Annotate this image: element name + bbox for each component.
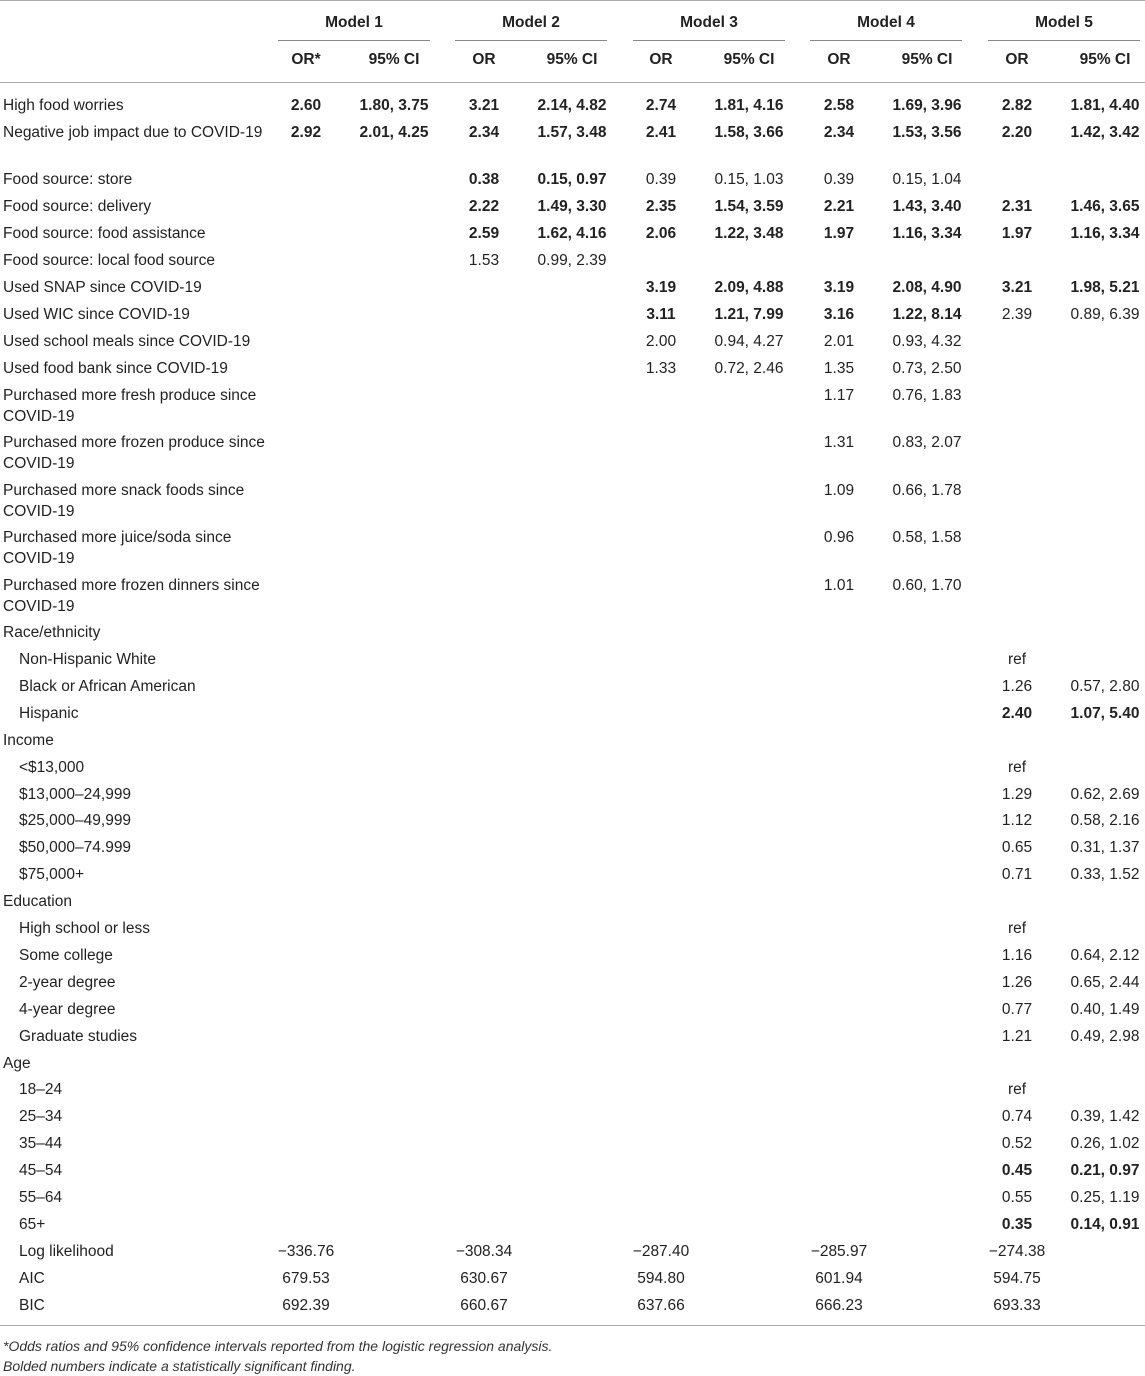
model-5-header: Model 5 — [1035, 14, 1093, 31]
cell-model-4-or: 1.97 — [823, 225, 855, 243]
row-label: Negative job impact due to COVID-19 — [3, 123, 263, 141]
cell-model-5-or: 594.75 — [993, 1269, 1041, 1287]
cell-model-3-ci: 0.94, 4.27 — [714, 332, 784, 350]
row-label: 35–44 — [19, 1135, 63, 1153]
row-label: Race/ethnicity — [3, 624, 101, 642]
cell-model-5-or: ref — [1007, 1081, 1027, 1099]
cell-model-5-or: 1.97 — [1001, 225, 1033, 243]
cell-model-5-or: 0.52 — [1001, 1135, 1033, 1153]
row-label: Used WIC since COVID-19 — [3, 305, 190, 323]
row-label: $50,000–74.999 — [19, 839, 132, 857]
cell-model-3-or: 2.00 — [645, 332, 677, 350]
cell-model-4-or: 2.34 — [823, 123, 855, 141]
cell-model-3-ci: 1.22, 3.48 — [714, 225, 784, 243]
table-row — [0, 1160, 1145, 1181]
table-row — [0, 676, 1145, 697]
table-row — [0, 757, 1145, 778]
table-row — [0, 95, 1145, 116]
table-row — [0, 703, 1145, 724]
table-row — [0, 223, 1145, 244]
table-row — [0, 169, 1145, 190]
cell-model-5-or: 3.21 — [1001, 279, 1033, 296]
row-label: 2-year degree — [19, 973, 116, 991]
cell-model-5-ci: 1.81, 4.40 — [1070, 97, 1140, 114]
cell-model-3-ci: 1.21, 7.99 — [714, 305, 784, 323]
cell-model-3-or: 637.66 — [637, 1296, 685, 1314]
cell-model-4-or: −285.97 — [810, 1242, 868, 1260]
cell-model-1-or: 679.53 — [282, 1269, 330, 1287]
table-row — [0, 432, 1145, 474]
table-row — [0, 277, 1145, 298]
col-or-header: OR — [1005, 51, 1029, 68]
col-ci-header: 95% CI — [546, 51, 598, 68]
table-row — [0, 331, 1145, 352]
table-row — [0, 1241, 1145, 1262]
cell-model-5-or: 0.55 — [1001, 1189, 1033, 1206]
table-row — [0, 196, 1145, 217]
cell-model-5-or: 1.26 — [1001, 973, 1033, 991]
cell-model-5-ci: 1.07, 5.40 — [1070, 704, 1140, 722]
cell-model-4-ci: 1.69, 3.96 — [892, 97, 962, 114]
model-1-header: Model 1 — [325, 14, 383, 31]
table-row — [0, 122, 1145, 164]
model-4-header: Model 4 — [857, 14, 915, 31]
row-label: Purchased more frozen produce since COVID-19 — [3, 434, 265, 473]
cell-model-3-ci: 0.15, 1.03 — [714, 171, 784, 189]
cell-model-1-ci: 2.01, 4.25 — [359, 123, 429, 141]
cell-model-5-ci: 0.57, 2.80 — [1070, 677, 1140, 695]
row-label: Income — [3, 731, 54, 749]
cell-model-5-or: 0.35 — [1001, 1215, 1033, 1233]
table-row — [0, 1133, 1145, 1154]
cell-model-2-or: 3.21 — [468, 97, 500, 114]
cell-model-2-ci: 1.57, 3.48 — [537, 123, 607, 141]
cell-model-5-or: 0.74 — [1001, 1108, 1033, 1126]
cell-model-5-or: 693.33 — [993, 1296, 1041, 1314]
row-label: $25,000–49,999 — [19, 812, 132, 830]
cell-model-5-ci: 0.39, 1.42 — [1070, 1108, 1140, 1126]
cell-model-5-ci: 0.33, 1.52 — [1070, 866, 1140, 884]
cell-model-3-ci: 1.54, 3.59 — [714, 198, 784, 216]
cell-model-5-or: 0.77 — [1001, 1000, 1033, 1018]
row-label: Purchased more juice/soda since COVID-19 — [3, 529, 232, 568]
footnote-odds-ratio: *Odds ratios and 95% confidence intervals reported from the logistic regression analysis. — [3, 1338, 553, 1354]
cell-model-5-ci: 0.64, 2.12 — [1070, 946, 1140, 964]
cell-model-4-or: 0.39 — [823, 171, 855, 189]
cell-model-5-ci: 0.26, 1.02 — [1070, 1135, 1140, 1153]
cell-model-4-ci: 0.66, 1.78 — [892, 481, 962, 499]
table-row — [0, 527, 1145, 569]
cell-model-4-or: 1.17 — [823, 386, 855, 404]
cell-model-2-ci: 0.99, 2.39 — [537, 252, 607, 270]
row-label: Used SNAP since COVID-19 — [3, 279, 202, 296]
cell-model-5-ci: 0.14, 0.91 — [1070, 1215, 1140, 1233]
table-row — [0, 1053, 1145, 1074]
table-row — [0, 945, 1145, 966]
table-row — [0, 250, 1145, 271]
col-or-header: OR — [472, 51, 496, 68]
model-5-rule — [988, 40, 1140, 41]
model-1-rule — [278, 40, 430, 41]
row-label: $75,000+ — [19, 866, 85, 884]
cell-model-3-ci: 0.72, 2.46 — [714, 359, 784, 377]
table-top-rule — [0, 0, 1145, 1]
table-row — [0, 358, 1145, 379]
cell-model-2-ci: 1.62, 4.16 — [537, 225, 607, 243]
cell-model-5-ci: 1.98, 5.21 — [1070, 279, 1140, 296]
table-row — [0, 622, 1145, 643]
table-row — [0, 784, 1145, 805]
cell-model-5-ci: 1.42, 3.42 — [1070, 123, 1140, 141]
cell-model-4-ci: 2.08, 4.90 — [892, 279, 962, 296]
cell-model-4-ci: 1.16, 3.34 — [892, 225, 962, 243]
header-rule — [0, 82, 1145, 83]
cell-model-2-or: 0.38 — [468, 171, 500, 189]
col-ci-header: 95% CI — [901, 51, 953, 68]
cell-model-1-or: 2.60 — [290, 97, 322, 114]
cell-model-1-ci: 1.80, 3.75 — [359, 97, 429, 114]
cell-model-4-or: 2.21 — [823, 198, 855, 216]
cell-model-4-or: 1.01 — [823, 576, 855, 594]
table-row — [0, 999, 1145, 1020]
row-label: $13,000–24,999 — [19, 785, 132, 803]
cell-model-5-ci: 0.40, 1.49 — [1070, 1000, 1140, 1018]
cell-model-5-or: −274.38 — [988, 1242, 1046, 1260]
row-label: Education — [3, 893, 72, 911]
table-row — [0, 810, 1145, 831]
row-label: Hispanic — [19, 704, 79, 722]
col-or-header: OR — [649, 51, 673, 68]
row-label: Food source: local food source — [3, 252, 215, 270]
cell-model-4-ci: 0.93, 4.32 — [892, 332, 962, 350]
row-label: Non-Hispanic White — [19, 651, 156, 668]
cell-model-5-or: ref — [1007, 758, 1027, 776]
cell-model-5-or: 2.20 — [1001, 123, 1033, 141]
cell-model-2-ci: 1.49, 3.30 — [537, 198, 607, 216]
table-footnotes — [3, 1336, 552, 1376]
row-label: Food source: delivery — [3, 198, 152, 216]
row-label: Used food bank since COVID-19 — [3, 359, 228, 377]
cell-model-2-or: 2.22 — [468, 198, 500, 216]
cell-model-4-or: 1.35 — [823, 359, 855, 377]
cell-model-3-or: 3.19 — [645, 279, 677, 296]
col-or-header: OR — [827, 51, 851, 68]
row-label: Food source: store — [3, 171, 133, 189]
cell-model-2-or: 2.59 — [468, 225, 500, 243]
col-ci-header: 95% CI — [723, 51, 775, 68]
model-3-rule — [633, 40, 785, 41]
cell-model-5-or: 2.82 — [1001, 97, 1033, 114]
cell-model-2-ci: 2.14, 4.82 — [537, 97, 607, 114]
cell-model-2-or: 630.67 — [460, 1269, 508, 1287]
cell-model-3-or: 2.35 — [645, 198, 677, 216]
cell-model-4-or: 1.31 — [823, 434, 855, 452]
cell-model-4-ci: 0.83, 2.07 — [892, 434, 962, 452]
cell-model-3-or: 3.11 — [646, 305, 676, 323]
table-row — [0, 1214, 1145, 1235]
table-row — [0, 649, 1145, 670]
cell-model-3-or: 1.33 — [645, 359, 677, 377]
cell-model-5-or: 1.12 — [1001, 812, 1033, 830]
table-row — [0, 891, 1145, 912]
cell-model-5-or: 0.65 — [1001, 839, 1033, 857]
row-label: Log likelihood — [19, 1242, 114, 1260]
cell-model-5-ci: 0.49, 2.98 — [1070, 1027, 1140, 1045]
cell-model-4-ci: 0.73, 2.50 — [892, 359, 962, 377]
cell-model-2-or: −308.34 — [455, 1242, 513, 1260]
cell-model-3-or: 2.74 — [645, 97, 677, 114]
col-ci-header: 95% CI — [368, 51, 420, 68]
cell-model-4-ci: 1.22, 8.14 — [892, 305, 962, 323]
cell-model-5-or: 1.16 — [1001, 946, 1033, 964]
cell-model-5-ci: 0.65, 2.44 — [1070, 973, 1140, 991]
cell-model-1-or: −336.76 — [277, 1242, 335, 1260]
cell-model-5-ci: 0.62, 2.69 — [1070, 785, 1140, 803]
cell-model-1-or: 692.39 — [282, 1296, 330, 1314]
table-row — [0, 1268, 1145, 1289]
row-label: Black or African American — [19, 677, 196, 695]
cell-model-5-or: ref — [1007, 920, 1027, 937]
col-or-header: OR* — [291, 51, 321, 68]
cell-model-5-ci: 1.46, 3.65 — [1070, 198, 1140, 216]
row-label: High school or less — [19, 920, 150, 937]
cell-model-4-or: 1.09 — [823, 481, 855, 499]
row-label: Purchased more snack foods since COVID-19 — [3, 481, 245, 520]
cell-model-2-ci: 0.15, 0.97 — [537, 171, 607, 189]
cell-model-4-ci: 0.60, 1.70 — [892, 576, 962, 594]
cell-model-1-or: 2.92 — [290, 123, 322, 141]
model-2-rule — [455, 40, 607, 41]
row-label: AIC — [19, 1269, 45, 1287]
table-row — [0, 730, 1145, 751]
cell-model-5-or: 2.40 — [1001, 704, 1033, 722]
table-row — [0, 918, 1145, 939]
cell-model-4-or: 666.23 — [815, 1296, 863, 1314]
cell-model-4-or: 0.96 — [823, 529, 855, 547]
cell-model-4-or: 3.16 — [823, 305, 855, 323]
model-2-header: Model 2 — [502, 14, 560, 31]
row-label: 25–34 — [19, 1108, 63, 1126]
table-row — [0, 575, 1145, 617]
cell-model-5-ci: 0.89, 6.39 — [1070, 305, 1140, 323]
row-label: 18–24 — [19, 1081, 63, 1099]
cell-model-4-ci: 1.43, 3.40 — [892, 198, 962, 216]
row-label: 45–54 — [19, 1162, 63, 1180]
table-row — [0, 972, 1145, 993]
row-label: Age — [3, 1054, 31, 1072]
table-row — [0, 1026, 1145, 1047]
cell-model-4-or: 2.58 — [823, 97, 855, 114]
row-label: 4-year degree — [19, 1000, 116, 1018]
cell-model-4-or: 3.19 — [823, 279, 855, 296]
table-row — [0, 385, 1145, 427]
cell-model-2-or: 1.53 — [468, 252, 500, 270]
cell-model-5-ci: 0.25, 1.19 — [1070, 1189, 1140, 1206]
cell-model-5-ci: 0.58, 2.16 — [1070, 812, 1140, 830]
row-label: 65+ — [19, 1215, 46, 1233]
cell-model-5-ci: 0.31, 1.37 — [1070, 839, 1140, 857]
row-label: Some college — [19, 946, 113, 964]
cell-model-5-ci: 0.21, 0.97 — [1070, 1162, 1140, 1180]
cell-model-3-or: 594.80 — [637, 1269, 685, 1287]
row-label: Graduate studies — [19, 1027, 138, 1045]
row-label: <$13,000 — [19, 758, 85, 776]
table-row — [0, 1187, 1145, 1208]
table-row — [0, 837, 1145, 858]
cell-model-3-ci: 2.09, 4.88 — [714, 279, 784, 296]
table-row — [0, 864, 1145, 885]
cell-model-5-or: 0.45 — [1001, 1162, 1033, 1180]
table-row — [0, 1079, 1145, 1100]
row-label: Used school meals since COVID-19 — [3, 332, 251, 350]
cell-model-5-or: 1.26 — [1001, 677, 1033, 695]
cell-model-4-ci: 0.58, 1.58 — [892, 529, 962, 547]
col-ci-header: 95% CI — [1079, 51, 1131, 68]
table-row — [0, 480, 1145, 522]
row-label: Purchased more fresh produce since COVID-19 — [3, 386, 257, 425]
cell-model-3-or: 2.41 — [645, 123, 677, 141]
cell-model-5-or: 2.31 — [1001, 198, 1033, 216]
cell-model-3-or: −287.40 — [632, 1242, 690, 1260]
cell-model-4-or: 2.01 — [823, 332, 855, 350]
table-row — [0, 1106, 1145, 1127]
cell-model-3-or: 0.39 — [645, 171, 677, 189]
cell-model-4-ci: 1.53, 3.56 — [892, 123, 962, 141]
cell-model-4-or: 601.94 — [815, 1269, 863, 1287]
cell-model-3-ci: 1.58, 3.66 — [714, 123, 784, 141]
row-label: 55–64 — [19, 1189, 63, 1206]
cell-model-2-or: 2.34 — [468, 123, 500, 141]
cell-model-3-or: 2.06 — [645, 225, 677, 243]
model-3-header: Model 3 — [680, 14, 738, 31]
row-label: Purchased more frozen dinners since COVID-19 — [3, 576, 260, 615]
cell-model-3-ci: 1.81, 4.16 — [714, 97, 784, 114]
cell-model-4-ci: 0.76, 1.83 — [892, 386, 962, 404]
cell-model-5-or: 1.29 — [1001, 785, 1033, 803]
cell-model-5-or: 2.39 — [1001, 305, 1033, 323]
table-row — [0, 1295, 1145, 1316]
cell-model-5-ci: 1.16, 3.34 — [1070, 225, 1140, 243]
table-bottom-rule — [0, 1325, 1145, 1326]
row-label: High food worries — [3, 97, 124, 114]
cell-model-5-or: 0.71 — [1001, 866, 1033, 884]
footnote-bold: Bolded numbers indicate a statistically significant finding. — [3, 1358, 356, 1374]
row-label: Food source: food assistance — [3, 225, 206, 243]
cell-model-5-or: 1.21 — [1001, 1027, 1033, 1045]
model-4-rule — [810, 40, 962, 41]
cell-model-4-ci: 0.15, 1.04 — [892, 171, 962, 189]
row-label: BIC — [19, 1296, 45, 1314]
cell-model-2-or: 660.67 — [460, 1296, 508, 1314]
cell-model-5-or: ref — [1007, 651, 1027, 668]
table-row — [0, 304, 1145, 325]
